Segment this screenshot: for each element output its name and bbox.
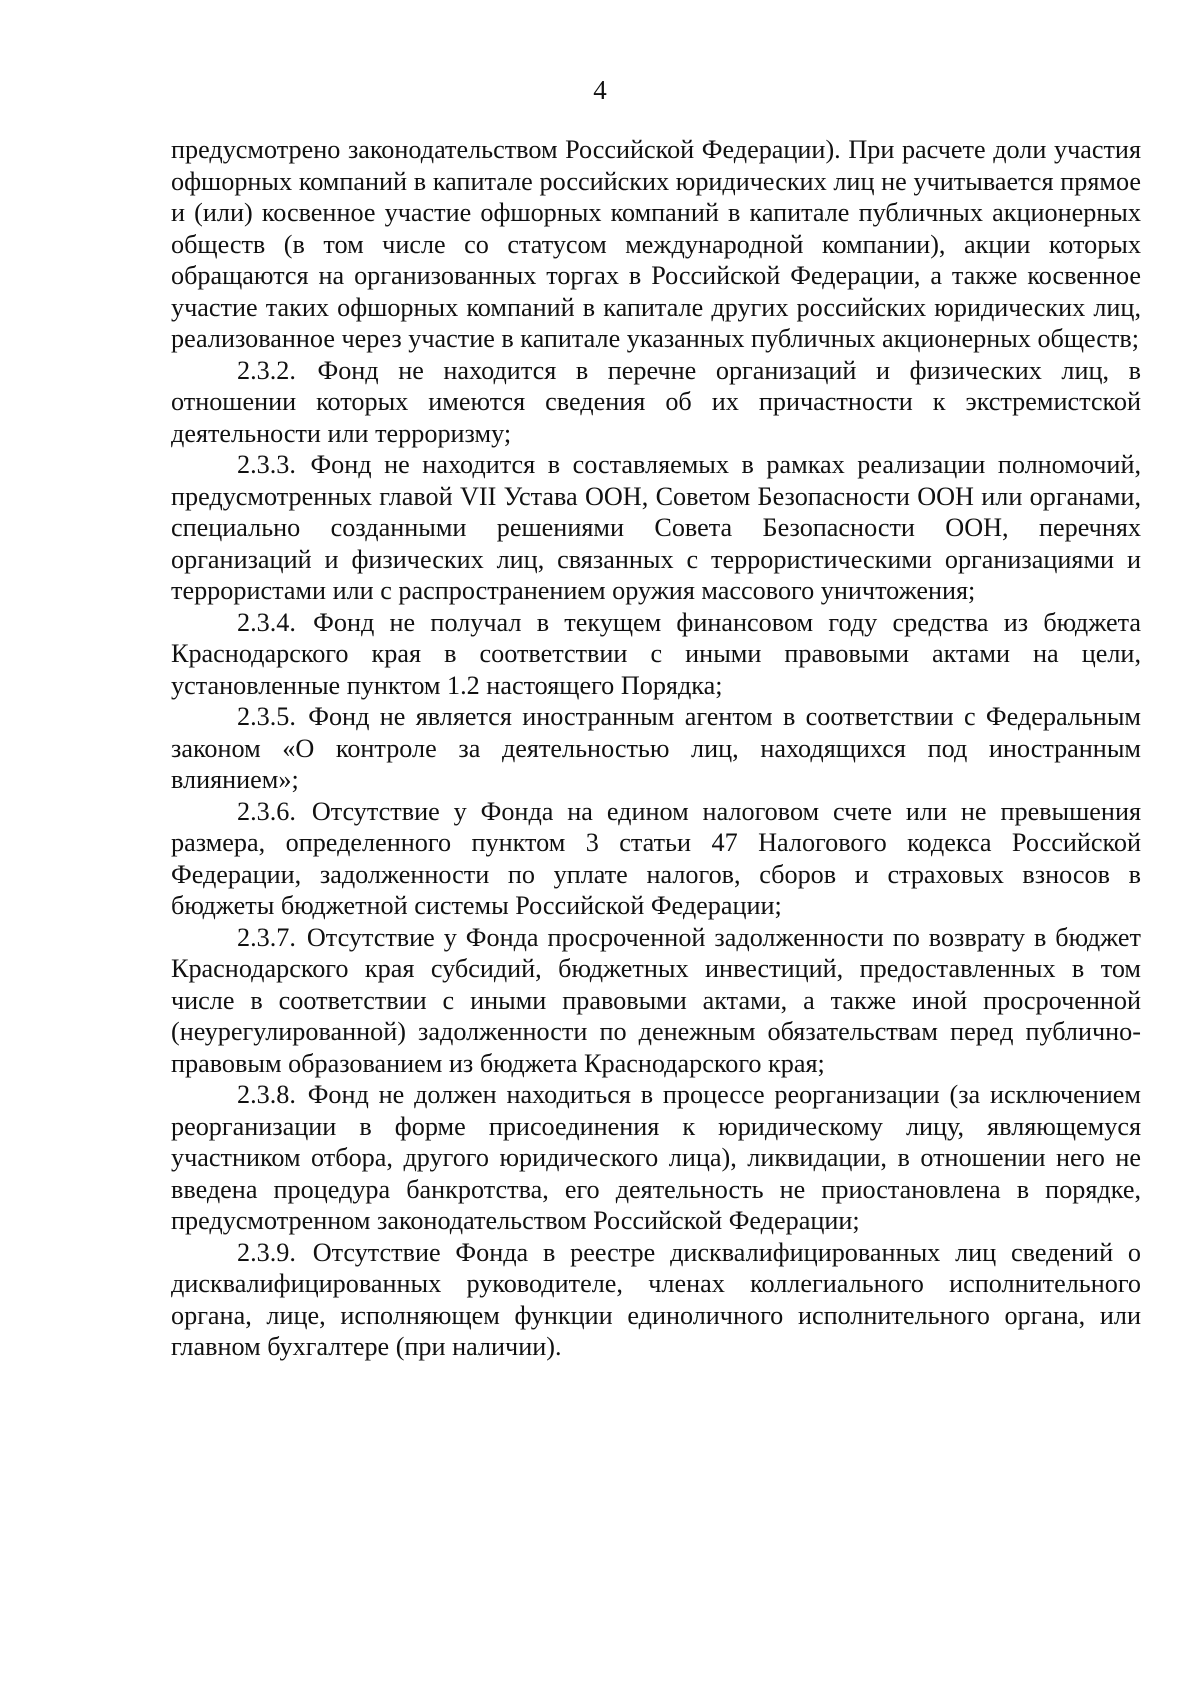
paragraph-text: Отсутствие Фонда в реестре дисквалифицированных лиц сведений о дисквалифицированных руководителе, членах коллегиального исполнительного органа, лице, исполняющем функции единоличного исполнительного органа, или главном бухгалтере (при наличии). — [171, 1237, 1141, 1361]
paragraph-number: 2.3.7. — [237, 922, 296, 952]
paragraph-2-3-2 — [171, 355, 1141, 450]
paragraph-number: 2.3.9. — [237, 1237, 296, 1267]
paragraph-number: 2.3.6. — [237, 796, 296, 826]
paragraph-text: Отсутствие у Фонда на едином налоговом счете или не превышения размера, определенного пунктом 3 статьи 47 Налогового кодекса Российской Федерации, задолженности по уплате налогов, сборов и страховых взносов в бюджеты бюджетной системы Российской Федерации; — [171, 796, 1142, 920]
paragraph-number: 2.3.4. — [237, 607, 296, 637]
paragraph-number: 2.3.2. — [237, 355, 296, 385]
paragraph-continuation — [171, 134, 1141, 355]
paragraph-text: Фонд не является иностранным агентом в соответствии с Федеральным законом «О контроле за деятельностью лиц, находящихся под иностранным влиянием»; — [171, 702, 1141, 794]
paragraph-number: 2.3.8. — [237, 1080, 296, 1109]
paragraph-number: 2.3.3. — [237, 450, 296, 479]
page-number: 4 — [593, 75, 607, 105]
paragraph-2-3-7 — [171, 922, 1141, 1080]
paragraph-2-3-3 — [171, 449, 1141, 607]
paragraph-text: Отсутствие у Фонда просроченной задолженности по возврату в бюджет Краснодарского края субсидий, бюджетных инвестиций, предоставленных в том числе в соответствии с иными правовыми актами, а также иной просроченной (неурегулированной) задолженности по денежным обязательствам перед публично-правовым образованием из бюджета Краснодарского края; — [171, 922, 1141, 1078]
paragraph-2-3-6 — [171, 796, 1141, 922]
paragraph-2-3-9 — [171, 1237, 1141, 1363]
paragraph-text: предусмотрено законодательством Российской Федерации). При расчете доли участия офшорных компаний в капитале российских юридических лиц не учитывается прямое и (или) косвенное участие офшорных компаний в капитале публичных акционерных обществ (в том числе со статусом международной компании), акции которых обращаются на организованных торгах в Российской Федерации, а также косвенное участие таких офшорных компаний в капитале других российских юридических лиц, реализованное через участие в капитале указанных публичных акционерных обществ; — [171, 135, 1141, 353]
paragraph-text: Фонд не находится в перечне организаций и физических лиц, в отношении которых имеются сведения об их причастности к экстремистской деятельности или терроризму; — [171, 355, 1141, 448]
paragraph-2-3-4 — [171, 607, 1141, 702]
paragraph-text: Фонд не находится в составляемых в рамках реализации полномочий, предусмотренных главой VII Устава ООН, Советом Безопасности ООН или органами, специально созданными решениями Совета Безопасности ООН, перечнях организаций и физических лиц, связанных с террористическими организациями и террористами или с распространением оружия массового уничтожения; — [171, 450, 1142, 605]
paragraph-text: Фонд не получал в текущем финансовом году средства из бюджета Краснодарского края в соответствии с иными правовыми актами на цели, установленные пунктом 1.2 настоящего Порядка; — [171, 607, 1141, 700]
document-body — [171, 134, 1141, 1363]
paragraph-text: Фонд не должен находиться в процессе реорганизации (за исключением реорганизации в форме присоединения к юридическому лицу, являющемуся участником отбора, другого юридического лица), ликвидации, в отношении него не введена процедура банкротства, его деятельность не приостановлена в порядке, предусмотренном законодательством Российской Федерации; — [171, 1080, 1142, 1235]
paragraph-2-3-5 — [171, 701, 1141, 796]
paragraph-2-3-8 — [171, 1079, 1141, 1237]
paragraph-number: 2.3.5. — [237, 702, 296, 731]
